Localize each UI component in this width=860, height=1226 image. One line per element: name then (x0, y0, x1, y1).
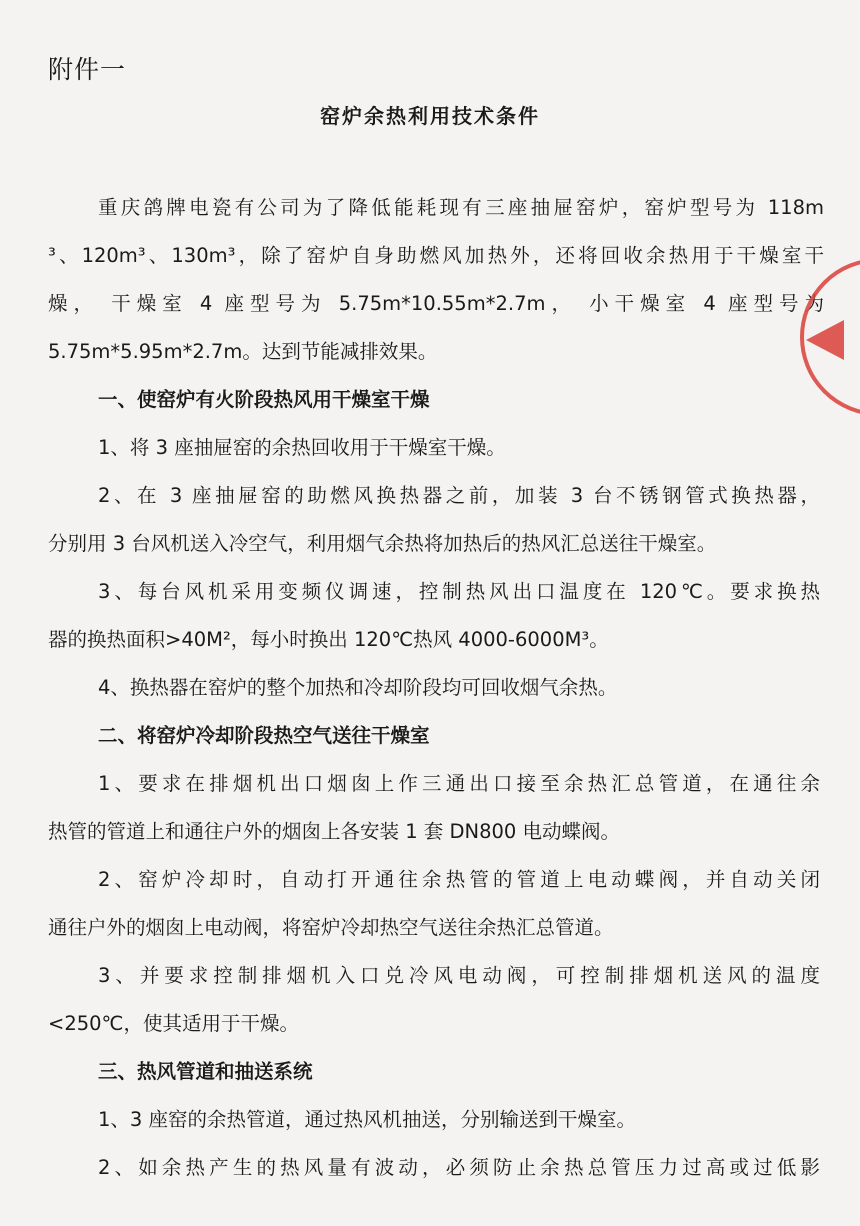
body-line: 3、并要求控制排烟机入口兑冷风电动阀，可控制排烟机送风的温度 (98, 964, 820, 987)
body-line: 1、要求在排烟机出口烟囱上作三通出口接至余热汇总管道，在通往余 (98, 772, 820, 795)
body-line: 5.75m*5.95m*2.7m。达到节能减排效果。 (48, 340, 438, 363)
body-line: 重庆鸽牌电瓷有公司为了降低能耗现有三座抽屉窑炉，窑炉型号为 118m (98, 196, 824, 219)
body-line: 4、换热器在窑炉的整个加热和冷却阶段均可回收烟气余热。 (98, 676, 618, 699)
attachment-label: 附件一 (48, 55, 127, 84)
body-line: 1、将 3 座抽屉窑的余热回收用于干燥室干燥。 (98, 436, 506, 459)
body-line: 器的换热面积>40M²，每小时换出 120℃热风 4000-6000M³。 (48, 628, 609, 651)
document-title: 窑炉余热利用技术条件 (320, 104, 540, 128)
body-line: 分别用 3 台风机送入冷空气，利用烟气余热将加热后的热风汇总送往干燥室。 (48, 532, 717, 555)
section-heading: 三、热风管道和抽送系统 (98, 1060, 313, 1083)
section-heading: 二、将窑炉冷却阶段热空气送往干燥室 (98, 724, 430, 747)
body-line: 燥， 干燥室 4 座型号为 5.75m*10.55m*2.7m， 小干燥室 4 座型号为 (48, 292, 824, 315)
body-line: 热管的管道上和通往户外的烟囱上各安装 1 套 DN800 电动蝶阀。 (48, 820, 621, 843)
body-line: 1、3 座窑的余热管道，通过热风机抽送，分别输送到干燥室。 (98, 1108, 637, 1131)
body-line: <250℃，使其适用于干燥。 (48, 1012, 299, 1035)
body-line: ³、120m³、130m³，除了窑炉自身助燃风加热外，还将回收余热用于干燥室干 (48, 244, 824, 267)
seal-star-icon (806, 320, 844, 360)
body-line: 2、如余热产生的热风量有波动，必须防止余热总管压力过高或过低影 (98, 1156, 820, 1179)
section-heading: 一、使窑炉有火阶段热风用干燥室干燥 (98, 388, 430, 411)
body-line: 3、每台风机采用变频仪调速，控制热风出口温度在 120℃。要求换热 (98, 580, 820, 603)
body-line: 通往户外的烟囱上电动阀，将窑炉冷却热空气送往余热汇总管道。 (48, 916, 614, 939)
body-line: 2、在 3 座抽屉窑的助燃风换热器之前，加装 3 台不锈钢管式换热器， (98, 484, 820, 507)
body-line: 2、窑炉冷却时，自动打开通往余热管的管道上电动蝶阀，并自动关闭 (98, 868, 820, 891)
